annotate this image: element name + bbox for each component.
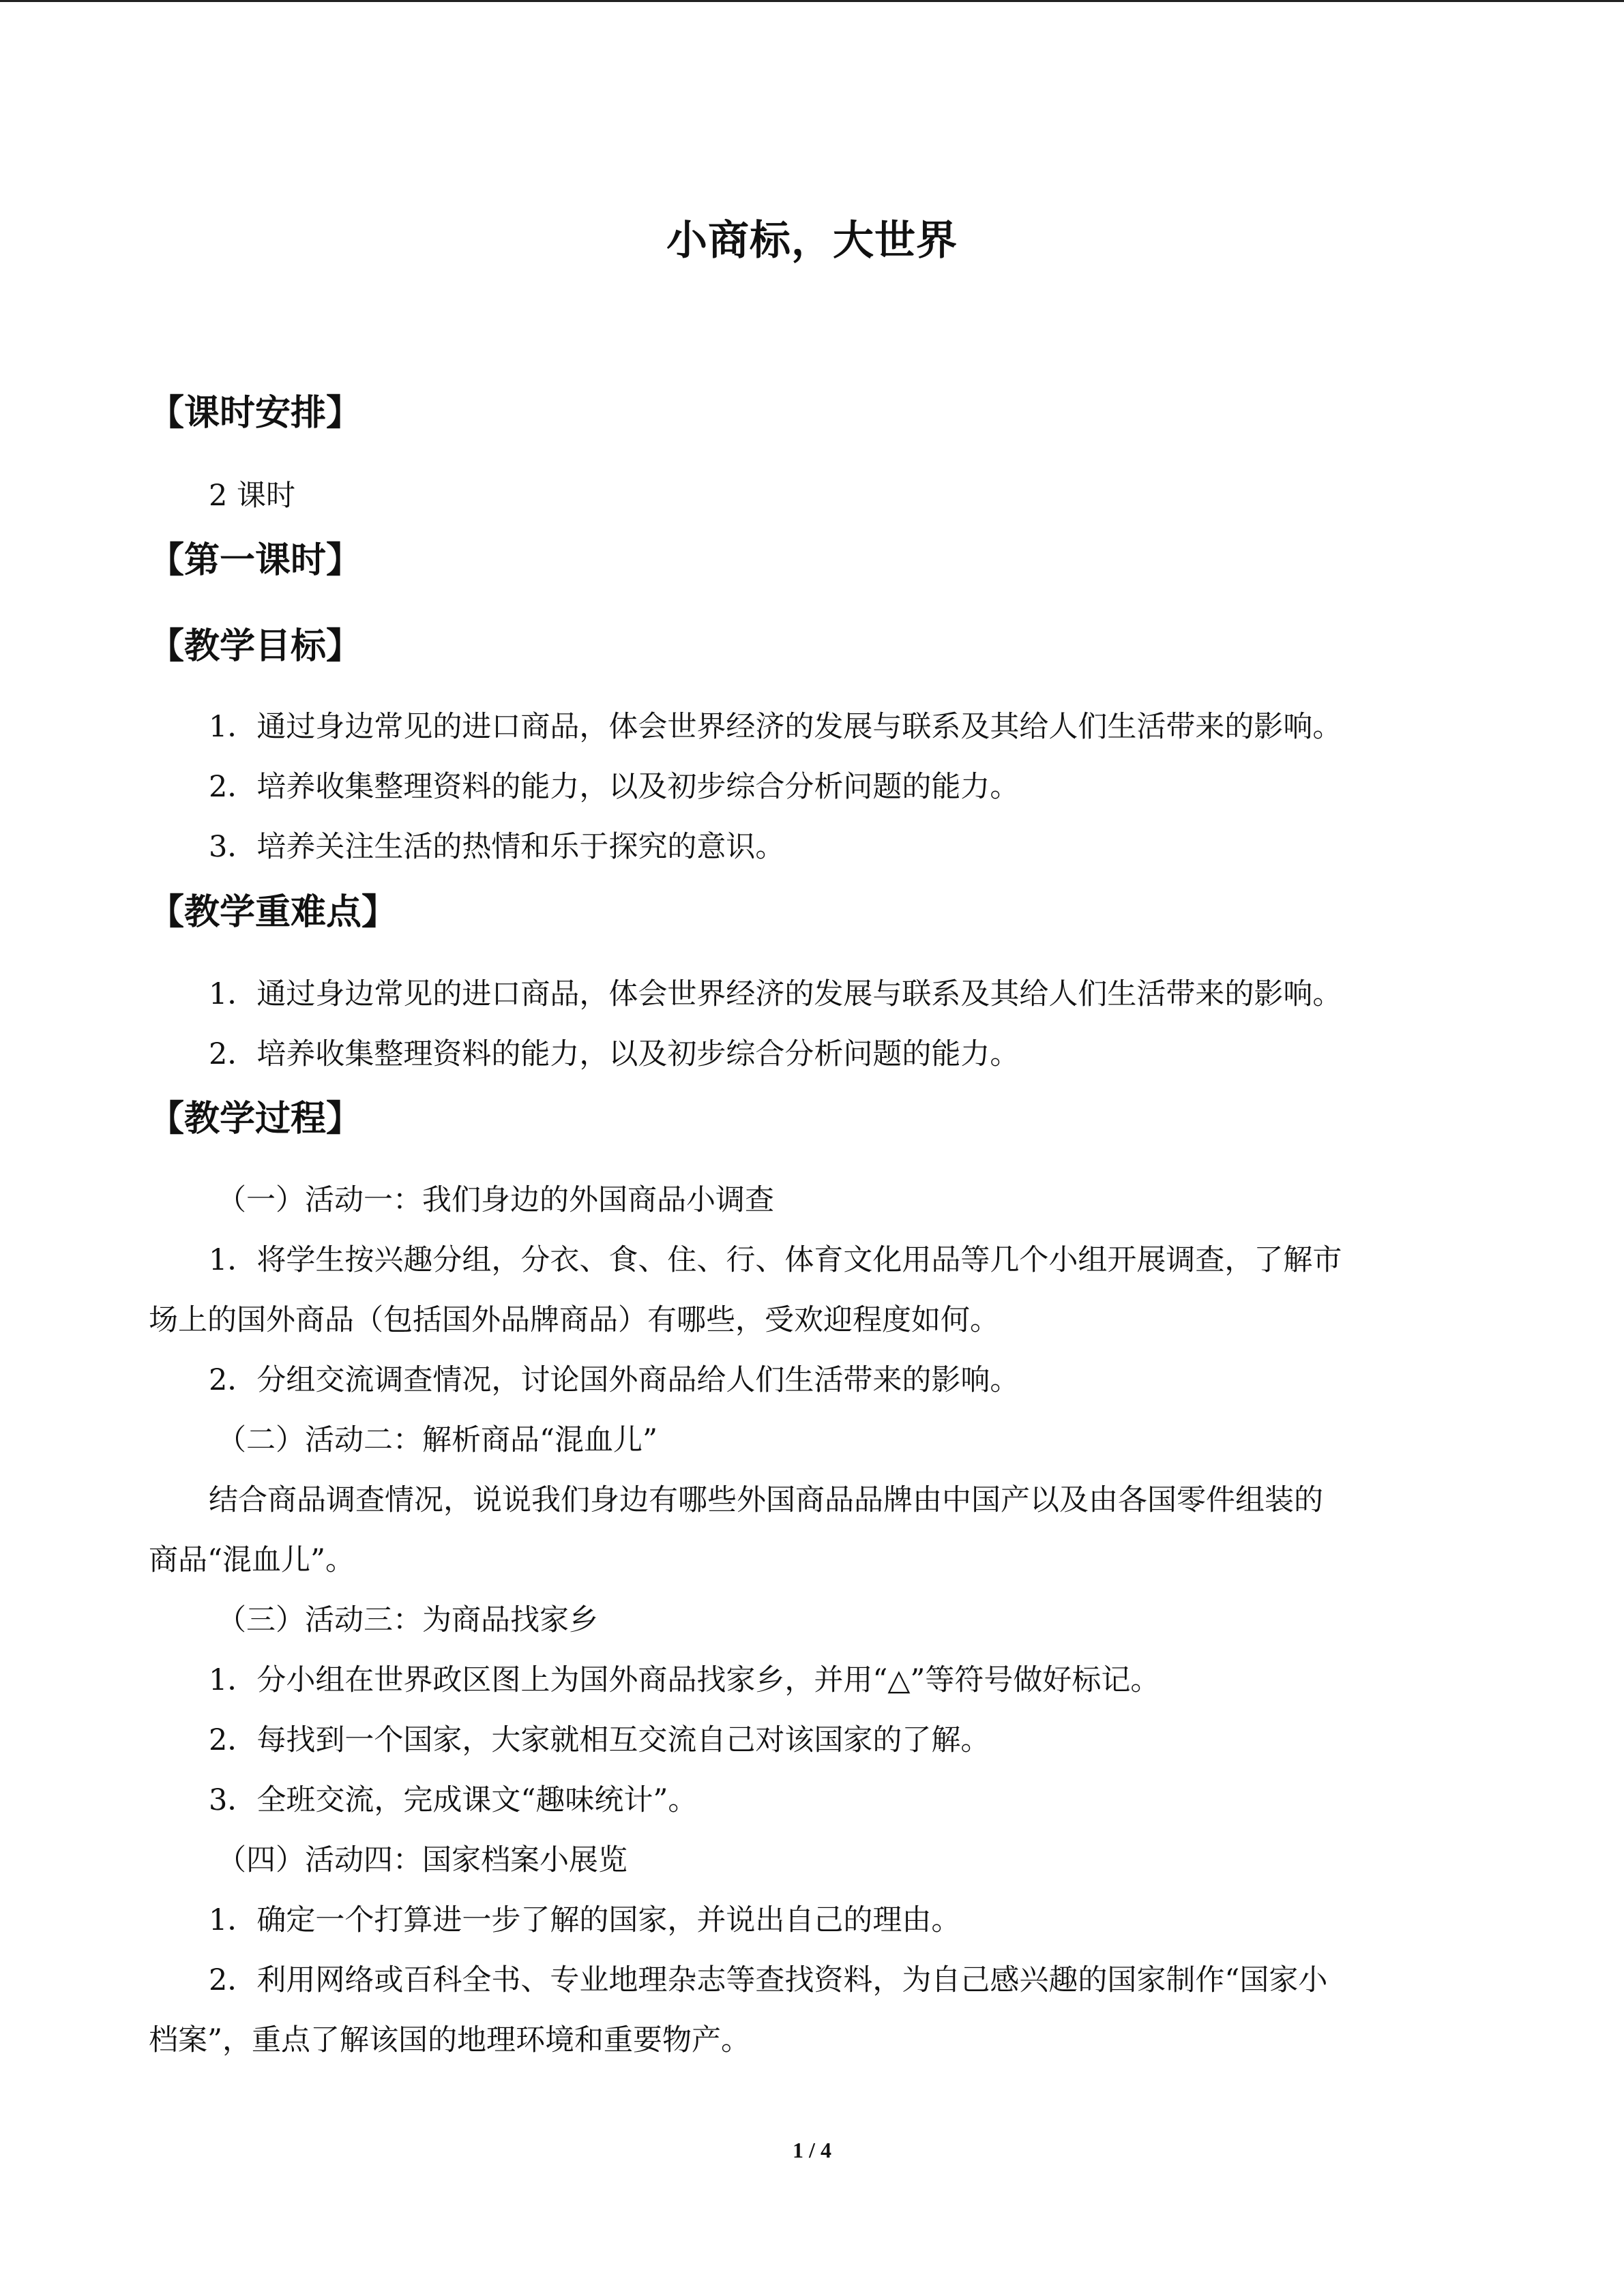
activity2-title: （二）活动二：解析商品“混血儿” — [217, 1423, 658, 1457]
activity3-p1: 1．分小组在世界政区图上为国外商品找家乡，并用“△”等符号做好标记。 — [209, 1663, 1160, 1697]
activity1-p1-line2: 场上的国外商品（包括国外品牌商品）有哪些，受欢迎程度如何。 — [149, 1303, 999, 1337]
activity3-p2: 2．每找到一个国家，大家就相互交流自己对该国家的了解。 — [209, 1723, 990, 1757]
heading-goals: 【教学目标】 — [149, 626, 362, 667]
activity4-p1: 1．确定一个打算进一步了解的国家，并说出自己的理由。 — [209, 1903, 961, 1937]
page-number: 1 / 4 — [793, 2138, 831, 2162]
top-border — [0, 0, 1624, 2]
activity4-p2-line1: 2．利用网络或百科全书、专业地理杂志等查找资料，为自己感兴趣的国家制作“国家小 — [209, 1963, 1328, 1997]
goal-item-1: 1．通过身边常见的进口商品，体会世界经济的发展与联系及其给人们生活带来的影响。 — [209, 710, 1342, 744]
keypoint-item-1: 1．通过身边常见的进口商品，体会世界经济的发展与联系及其给人们生活带来的影响。 — [209, 977, 1342, 1011]
activity3-p3: 3．全班交流，完成课文“趣味统计”。 — [209, 1783, 698, 1817]
heading-process: 【教学过程】 — [149, 1099, 362, 1139]
heading-keypoints: 【教学重难点】 — [149, 892, 398, 933]
activity1-p1-line1: 1．将学生按兴趣分组，分衣、食、住、行、体育文化用品等几个小组开展调查，了解市 — [209, 1243, 1342, 1277]
goal-item-3: 3．培养关注生活的热情和乐于探究的意识。 — [209, 830, 785, 864]
activity4-p2-line2: 档案”，重点了解该国的地理环境和重要物产。 — [149, 2023, 750, 2057]
activity1-title: （一）活动一：我们身边的外国商品小调查 — [217, 1183, 774, 1217]
document-title: 小商标，大世界 — [666, 217, 958, 265]
activity2-p1-line1: 结合商品调查情况，说说我们身边有哪些外国商品品牌由中国产以及由各国零件组装的 — [209, 1483, 1323, 1517]
activity1-p2: 2．分组交流调查情况，讨论国外商品给人们生活带来的影响。 — [209, 1363, 1020, 1397]
activity3-title: （三）活动三：为商品找家乡 — [217, 1603, 598, 1637]
heading-schedule: 【课时安排】 — [149, 393, 362, 434]
schedule-text: 2 课时 — [209, 479, 296, 513]
activity4-title: （四）活动四：国家档案小展览 — [217, 1843, 628, 1877]
activity2-p1-line2: 商品“混血儿”。 — [149, 1543, 355, 1577]
keypoint-item-2: 2．培养收集整理资料的能力，以及初步综合分析问题的能力。 — [209, 1037, 1020, 1071]
goal-item-2: 2．培养收集整理资料的能力，以及初步综合分析问题的能力。 — [209, 770, 1020, 804]
heading-lesson1: 【第一课时】 — [149, 540, 362, 581]
